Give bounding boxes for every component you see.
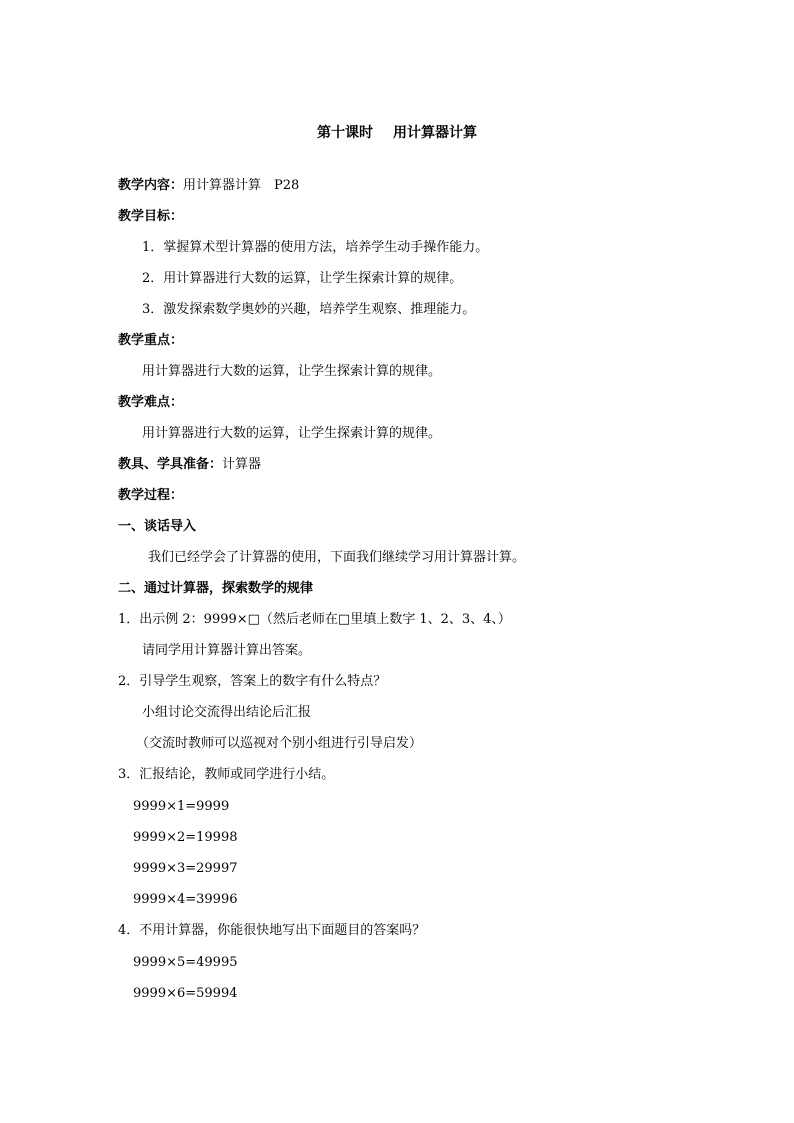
- goal-item: 2．用计算器进行大数的运算，让学生探索计算的规律。: [142, 271, 463, 286]
- equation: 9999×1=9999: [133, 799, 230, 814]
- goal-item: 3．激发探索数学奥妙的兴趣，培养学生观察、推理能力。: [142, 302, 476, 317]
- difficulty-label: 教学难点：: [118, 395, 184, 410]
- equation: 9999×5=49995: [133, 955, 238, 970]
- content-label: 教学内容：: [118, 178, 184, 193]
- lesson-number: 第十课时: [317, 125, 373, 141]
- equation: 9999×6=59994: [133, 986, 238, 1001]
- step2-text: 2．引导学生观察，答案上的数字有什么特点？: [118, 674, 387, 689]
- tools-line: [118, 456, 261, 474]
- goal-item: 1．掌握算术型计算器的使用方法，培养学生动手操作能力。: [142, 240, 489, 255]
- key-point-label: 教学重点：: [118, 333, 184, 348]
- step2-sub: 小组讨论交流得出结论后汇报: [142, 705, 312, 720]
- page-title: [0, 124, 794, 142]
- step4-text: 4．不用计算器，你能很快地写出下面题目的答案吗？: [118, 923, 426, 938]
- key-point-text: 用计算器进行大数的运算，让学生探索计算的规律。: [142, 364, 442, 379]
- tools-label: 教具、学具准备：: [118, 457, 223, 472]
- goals-label: 教学目标：: [118, 209, 184, 224]
- section1-text: 我们已经学会了计算器的使用，下面我们继续学习用计算器计算。: [148, 550, 526, 565]
- section1-heading: 一、谈话导入: [118, 519, 197, 534]
- equation: 9999×2=19998: [133, 830, 238, 845]
- process-label: 教学过程：: [118, 488, 184, 503]
- lesson-topic: 用计算器计算: [393, 125, 477, 141]
- equation: 9999×4=39996: [133, 892, 238, 907]
- step1-text: 1．出示例 2：9999×□（然后老师在□里填上数字 1、2、3、4、）: [118, 612, 511, 627]
- equation: 9999×3=29997: [133, 861, 238, 876]
- step3-text: 3．汇报结论，教师或同学进行小结。: [118, 767, 335, 782]
- content-value: 用计算器计算 P28: [183, 178, 300, 193]
- content-line: [118, 177, 299, 195]
- step2-note: （交流时教师可以巡视对个别小组进行引导启发）: [136, 736, 423, 751]
- step1-sub: 请同学用计算器计算出答案。: [142, 643, 312, 658]
- section2-heading: 二、通过计算器，探索数学的规律: [118, 581, 314, 596]
- tools-value: 计算器: [222, 457, 262, 472]
- difficulty-text: 用计算器进行大数的运算，让学生探索计算的规律。: [142, 426, 442, 441]
